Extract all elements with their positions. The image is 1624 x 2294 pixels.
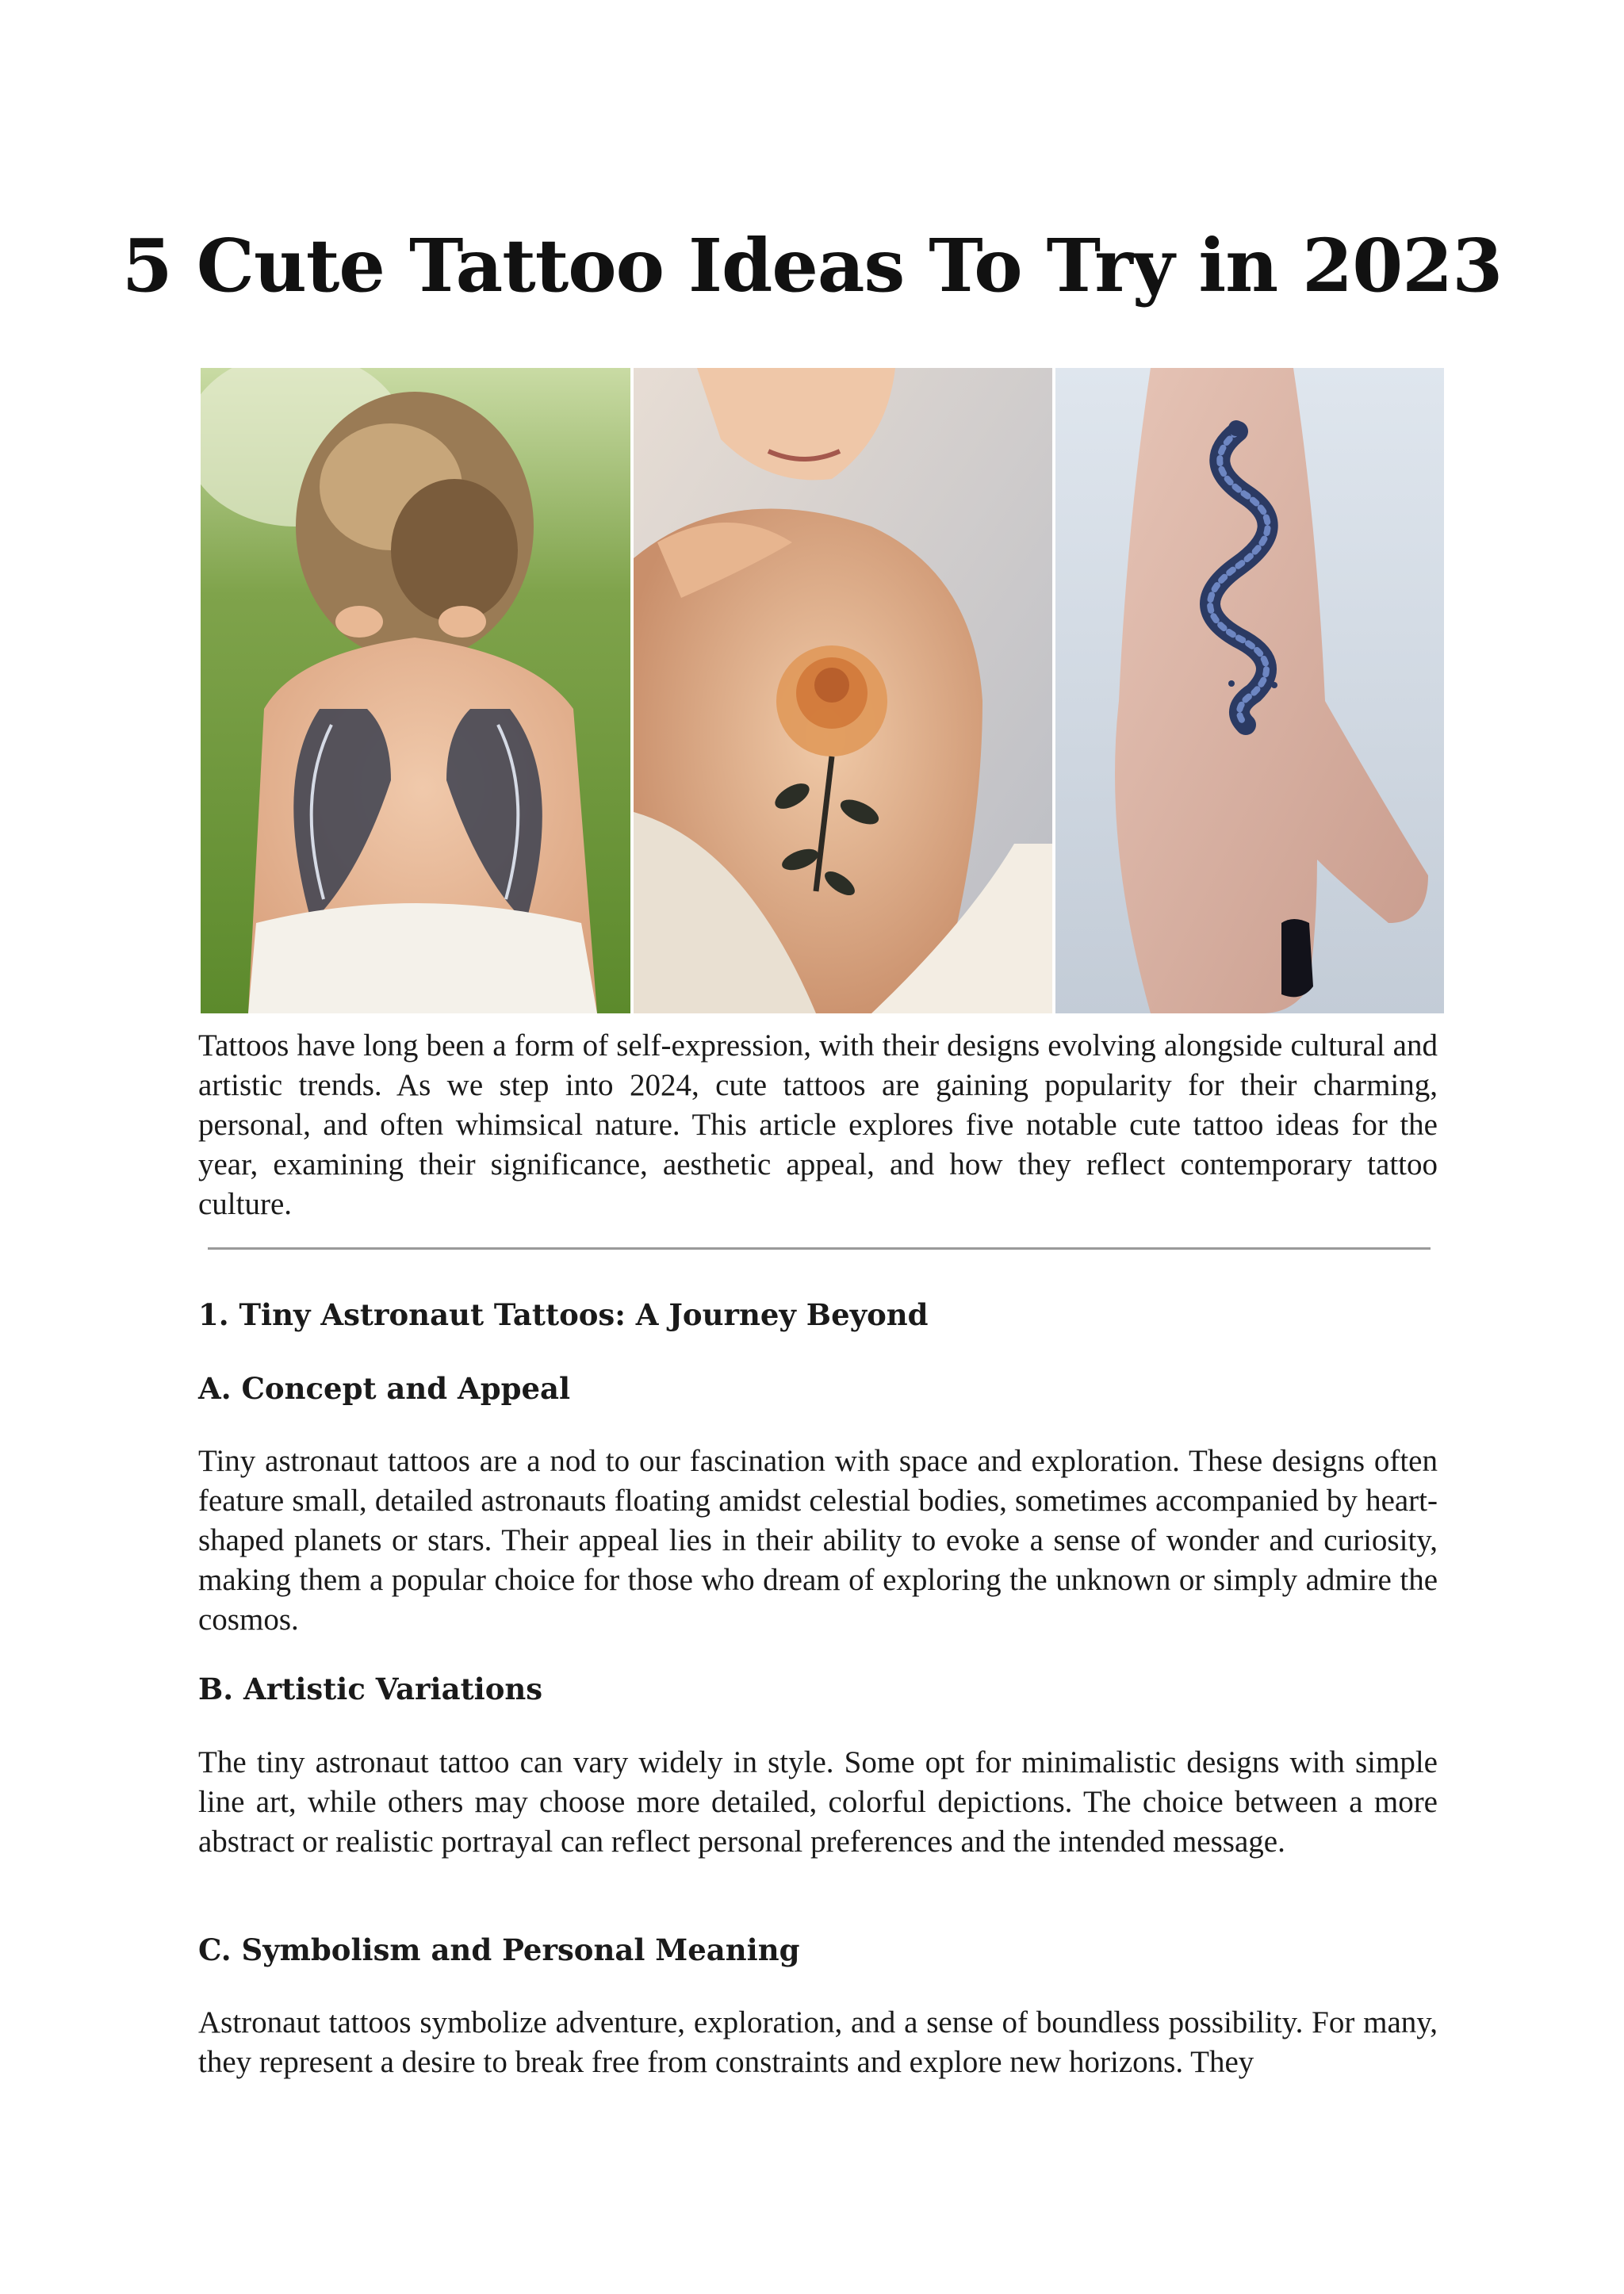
paragraph-symbolism: Astronaut tattoos symbolize adventure, exploration, and a sense of boundless possibility. For many, they represent a desire to break free from constraints and explore new horizons. They [198,2005,1438,2079]
paragraph-artistic-variations: The tiny astronaut tattoo can vary widely in style. Some opt for minimalistic designs with simple line art, while others may choose more detailed, colorful depictions. The choice between a more abstract or realistic portrayal can reflect personal preferences and the intended message. [198,1745,1438,1859]
page-title: 5 Cute Tattoo Ideas To Try in 2023 [121,223,1503,308]
paragraph-concept-appeal: Tiny astronaut tattoos are a nod to our fascination with space and exploration. These designs often feature small, detailed astronauts floating amidst celestial bodies, sometimes accompanied by heart-shaped planets or stars. Their appeal lies in their ability to evoke a sense of wonder and curiosity, making them a popular choice for those who dream of exploring the unknown or simply admire the cosmos. [198,1444,1438,1637]
intro-paragraph: Tattoos have long been a form of self-expression, with their designs evolving alongside cultural and artistic trends. As we step into 2024, cute tattoos are gaining popularity for their charming, personal, and often whimsical nature. This article explores five notable cute tattoo ideas for the year, examining their significance, aesthetic appeal, and how they reflect contemporary tattoo culture. [198,1028,1438,1221]
subheading-artistic-variations: B. Artistic Variations [198,1672,543,1706]
subheading-symbolism: C. Symbolism and Personal Meaning [198,1932,800,1967]
section-divider [208,1247,1431,1250]
subheading-concept-appeal: A. Concept and Appeal [198,1371,571,1406]
flower-shoulder-tattoo-photo [634,368,1052,1013]
section-1-heading: 1. Tiny Astronaut Tattoos: A Journey Beyond [198,1297,929,1332]
wings-back-tattoo-photo [201,368,630,1013]
snake-hand-tattoo-photo [1055,368,1444,1013]
hero-image-collage [201,368,1444,1013]
